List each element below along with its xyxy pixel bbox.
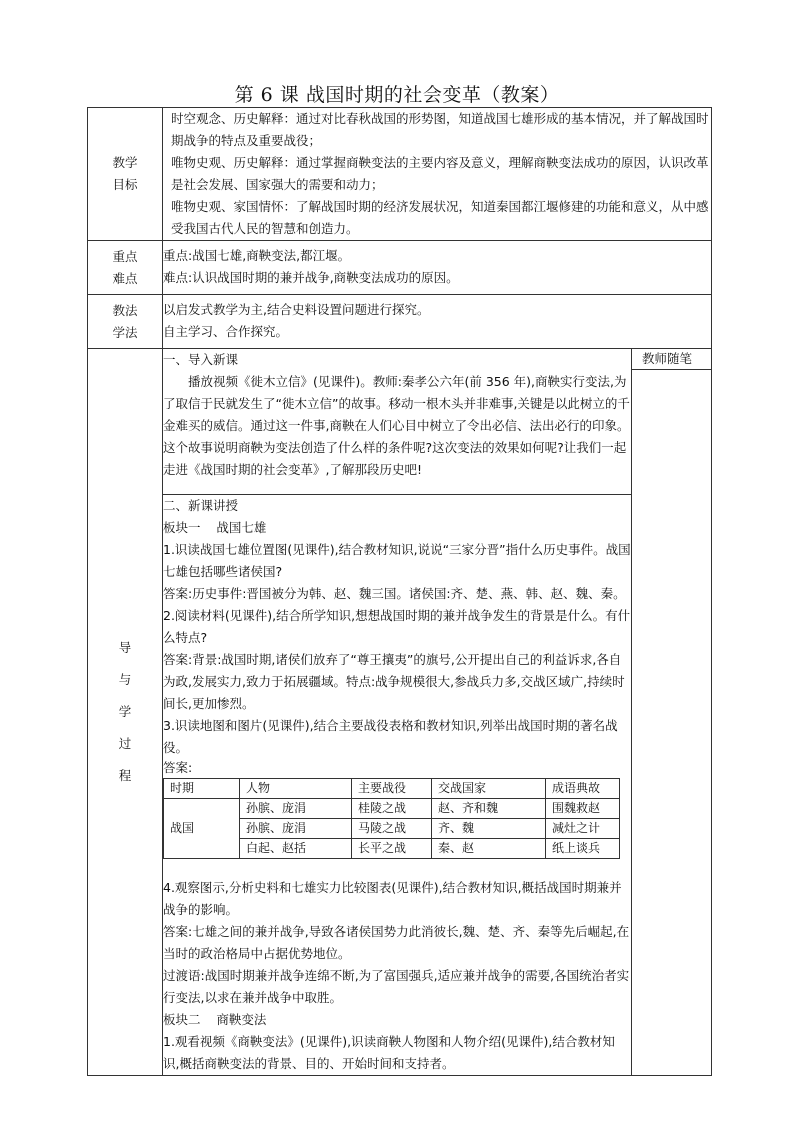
intro-section — [163, 349, 632, 495]
table-cell: 桂陵之战 — [352, 799, 432, 819]
key-point: 重点:战国七雄,商鞅变法,都江堰。 — [163, 248, 351, 263]
methods-label: 教法 学法 — [88, 295, 163, 349]
period-cell: 战国 — [164, 799, 240, 859]
table-cell: 长平之战 — [352, 839, 432, 859]
question-5: 1.观看视频《商鞅变法》(见课件),识读商鞅人物图和人物介绍(见课件),结合教材知识,概括商鞅变法的背景、目的、开始时间和支持者。 — [163, 1034, 615, 1071]
table-cell: 减灶之计 — [546, 819, 620, 839]
table-cell: 白起、赵括 — [240, 839, 352, 859]
difficult-point: 难点:认识战国时期的兼并战争,商鞅变法成功的原因。 — [163, 270, 459, 285]
new-lesson-row — [88, 495, 712, 1076]
col-header: 成语典故 — [546, 779, 620, 799]
question-1: 1.识读战国七雄位置图(见课件),结合教材知识,说说“三家分晋”指什么历史事件。战国七雄包括哪些诸侯国? — [163, 542, 631, 579]
new-lesson-section — [163, 495, 632, 1076]
table-cell: 孙膑、庞涓 — [240, 819, 352, 839]
keypoints-label: 重点 难点 — [88, 241, 163, 295]
teacher-notes-column — [632, 349, 712, 1076]
table-cell: 孙膑、庞涓 — [240, 799, 352, 819]
table-cell: 秦、赵 — [432, 839, 546, 859]
col-header: 交战国家 — [432, 779, 546, 799]
lesson-plan-table — [87, 107, 712, 1076]
teaching-method: 以启发式教学为主,结合史料设置问题进行探究。 — [163, 302, 430, 317]
keypoints-row — [88, 241, 712, 295]
answer-2: 答案:背景:战国时期,诸侯们放弃了“尊王攘夷”的旗号,公开提出自己的利益诉求,各自为政,发展实力,致力于拓展疆域。特点:战争规模很大,参战兵力多,交战区域广,持续时间长,更加惨烈。 — [163, 652, 625, 711]
question-4: 4.观察图示,分析史料和七雄实力比较图表(见课件),结合教材知识,概括战国时期兼并战争的影响。 — [163, 880, 622, 917]
table-cell: 马陵之战 — [352, 819, 432, 839]
table-cell: 赵、齐和魏 — [432, 799, 546, 819]
intro-heading: 一、导入新课 — [163, 352, 239, 367]
transition-text: 过渡语:战国时期兼并战争连绵不断,为了富国强兵,适应兼并战争的需要,各国统治者实行变法,以求在兼并战争中取胜。 — [163, 968, 630, 1005]
teacher-notes-header: 教师随笔 — [632, 349, 711, 370]
table-row — [164, 799, 620, 819]
answer-1: 答案:历史事件:晋国被分为韩、赵、魏三国。诸侯国:齐、楚、燕、韩、赵、魏、秦。 — [163, 586, 626, 601]
objective-line: 时空观念、历史解释：通过对比春秋战国的形势图，知道战国七雄形成的基本情况，并了解战国时期战争的特点及重要战役； — [171, 111, 709, 148]
table-cell: 围魏救赵 — [546, 799, 620, 819]
keypoints-content — [163, 241, 712, 295]
col-header: 人物 — [240, 779, 352, 799]
question-2: 2.阅读材料(见课件),结合所学知识,想想战国时期的兼并战争发生的背景是什么。有什么特点? — [163, 608, 631, 645]
answer-3-label: 答案: — [163, 760, 193, 775]
document-title: 第 6 课 战国时期的社会变革（教案） — [234, 84, 560, 106]
process-label: 导 与 学 过 程 — [88, 349, 163, 1076]
battles-table-header — [164, 779, 620, 799]
objectives-row — [88, 108, 712, 241]
methods-row — [88, 295, 712, 349]
block-one-title: 板块一 战国七雄 — [163, 520, 267, 535]
objectives-label: 教学 目标 — [88, 108, 163, 241]
intro-row — [88, 349, 712, 495]
intro-paragraph: 播放视频《徙木立信》(见课件)。教师:秦孝公六年(前 356 年),商鞅实行变法,为了取信于民就发生了“徙木立信”的故事。移动一根木头并非难事,关键是以此树立的千金难买的威信。通过这一件事,商鞅在人们心目中树立了令出必信、法出必行的印象。这个故事说明商鞅为变法创造了什么样的条件呢?这次变法的效果如何呢?让我们一起走进《战国时期的社会变革》,了解那段历史吧! — [163, 374, 630, 477]
answer-4: 答案:七雄之间的兼并战争,导致各诸侯国势力此消彼长,魏、楚、齐、秦等先后崛起,在当时的政治格局中占据优势地位。 — [163, 924, 630, 961]
methods-content — [163, 295, 712, 349]
block-two-title: 板块二 商鞅变法 — [163, 1012, 267, 1027]
question-3: 3.识读地图和图片(见课件),结合主要战役表格和教材知识,列举出战国时期的著名战役。 — [163, 718, 618, 755]
table-cell: 齐、魏 — [432, 819, 546, 839]
objective-line: 唯物史观、家国情怀：了解战国时期的经济发展状况，知道秦国都江堰修建的功能和意义，从中感受我国古代人民的智慧和创造力。 — [171, 199, 709, 236]
new-lesson-heading: 二、新课讲授 — [163, 498, 239, 513]
col-header: 时期 — [164, 779, 240, 799]
table-cell: 纸上谈兵 — [546, 839, 620, 859]
objectives-content — [163, 108, 712, 241]
col-header: 主要战役 — [352, 779, 432, 799]
learning-method: 自主学习、合作探究。 — [163, 324, 289, 339]
battles-table — [163, 778, 620, 859]
objective-line: 唯物史观、历史解释：通过掌握商鞅变法的主要内容及意义，理解商鞅变法成功的原因，认识改革是社会发展、国家强大的需要和动力； — [171, 155, 709, 192]
